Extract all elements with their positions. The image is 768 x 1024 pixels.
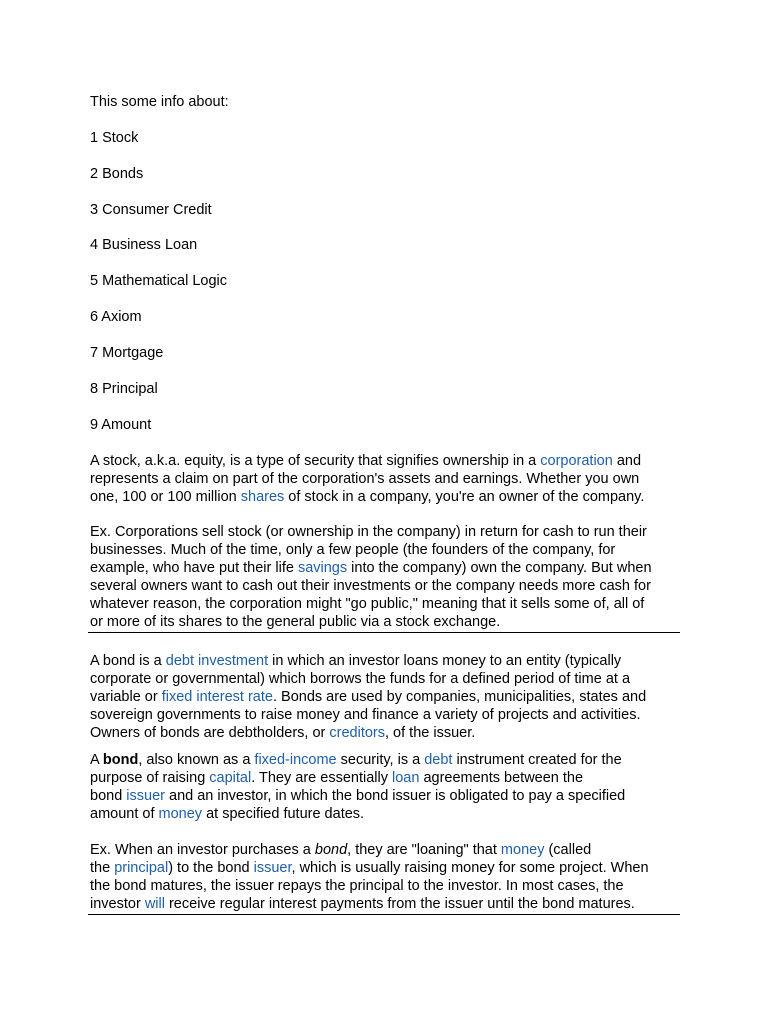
intro-text: This some info about: — [90, 94, 229, 110]
link-issuer[interactable]: issuer — [253, 860, 292, 876]
list-item: 8 Principal — [90, 381, 158, 397]
link-fixed-income[interactable]: fixed-income — [254, 752, 337, 768]
link-creditors[interactable]: creditors — [329, 725, 385, 741]
link-principal[interactable]: principal — [114, 860, 169, 876]
bond-paragraph: A bond is a debt investment in which an investor loans money to an entity (typically corporate or governmental) which borrows the funds for a defined period of time at a variable or fixed interest rate. Bonds are used by companies, municipalities, states and sovereign governments to raise money and finance a variety of projects and activities. Owners of bonds are debtholders, or creditors, of the issuer. — [90, 653, 647, 741]
bond-definition-paragraph: A bond, also known as a fixed-income security, is a debt instrument created for the purpose of raising capital. They are essentially loan agreements between the bond issuer and an investor, in which the bond issuer is obligated to pay a specified amount of money at specified future dates. — [90, 752, 626, 822]
link-savings[interactable]: savings — [297, 560, 348, 576]
section-divider — [88, 632, 680, 633]
list-item: 1 Stock — [90, 130, 139, 146]
stock-paragraph: A stock, a.k.a. equity, is a type of security that signifies ownership in a corporation and represents a claim on part of the corporation's assets and earnings. Whether you own one, 100 or 100 million shares of stock in a company, you're an owner of the company. — [90, 453, 645, 505]
stock-example-paragraph: Ex. Corporations sell stock (or ownership in the company) in return for cash to run their businesses. Much of the time, only a few people (the founders of the company, for example, who have put their life savings into the company) own the company. But when several owners want to cash out their investments or the company needs more cash for whatever reason, the corporation might "go public," meaning that it sells some of, all of or more of its shares to the general public via a stock exchange. — [90, 524, 652, 630]
list-item: 6 Axiom — [90, 309, 142, 325]
bond-example-paragraph: Ex. When an investor purchases a bond, they are "loaning" that money (called the principal) to the bond issuer, which is usually raising money for some project. When the bond matures, the issuer repays the principal to the investor. In most cases, the investor will receive regular interest payments from the issuer until the bond matures. — [90, 842, 649, 912]
link-will[interactable]: will — [144, 896, 165, 912]
section-divider — [88, 914, 680, 915]
link-capital[interactable]: capital — [209, 770, 252, 786]
link-money[interactable]: money — [158, 806, 203, 822]
link-shares[interactable]: shares — [240, 489, 285, 505]
list-item: 3 Consumer Credit — [90, 202, 212, 218]
link-loan[interactable]: loan — [392, 770, 420, 786]
list-item: 5 Mathematical Logic — [90, 273, 228, 289]
list-item: 9 Amount — [90, 417, 152, 433]
list-item: 7 Mortgage — [90, 345, 164, 361]
link-issuer[interactable]: issuer — [126, 788, 165, 804]
link-money[interactable]: money — [500, 842, 545, 858]
list-item: 2 Bonds — [90, 166, 144, 182]
link-corporation[interactable]: corporation — [540, 453, 613, 469]
link-fixed-interest-rate[interactable]: fixed interest rate — [161, 689, 273, 705]
link-debt[interactable]: debt — [424, 752, 453, 768]
link-debt-investment[interactable]: debt investment — [165, 653, 269, 669]
list-item: 4 Business Loan — [90, 237, 198, 253]
